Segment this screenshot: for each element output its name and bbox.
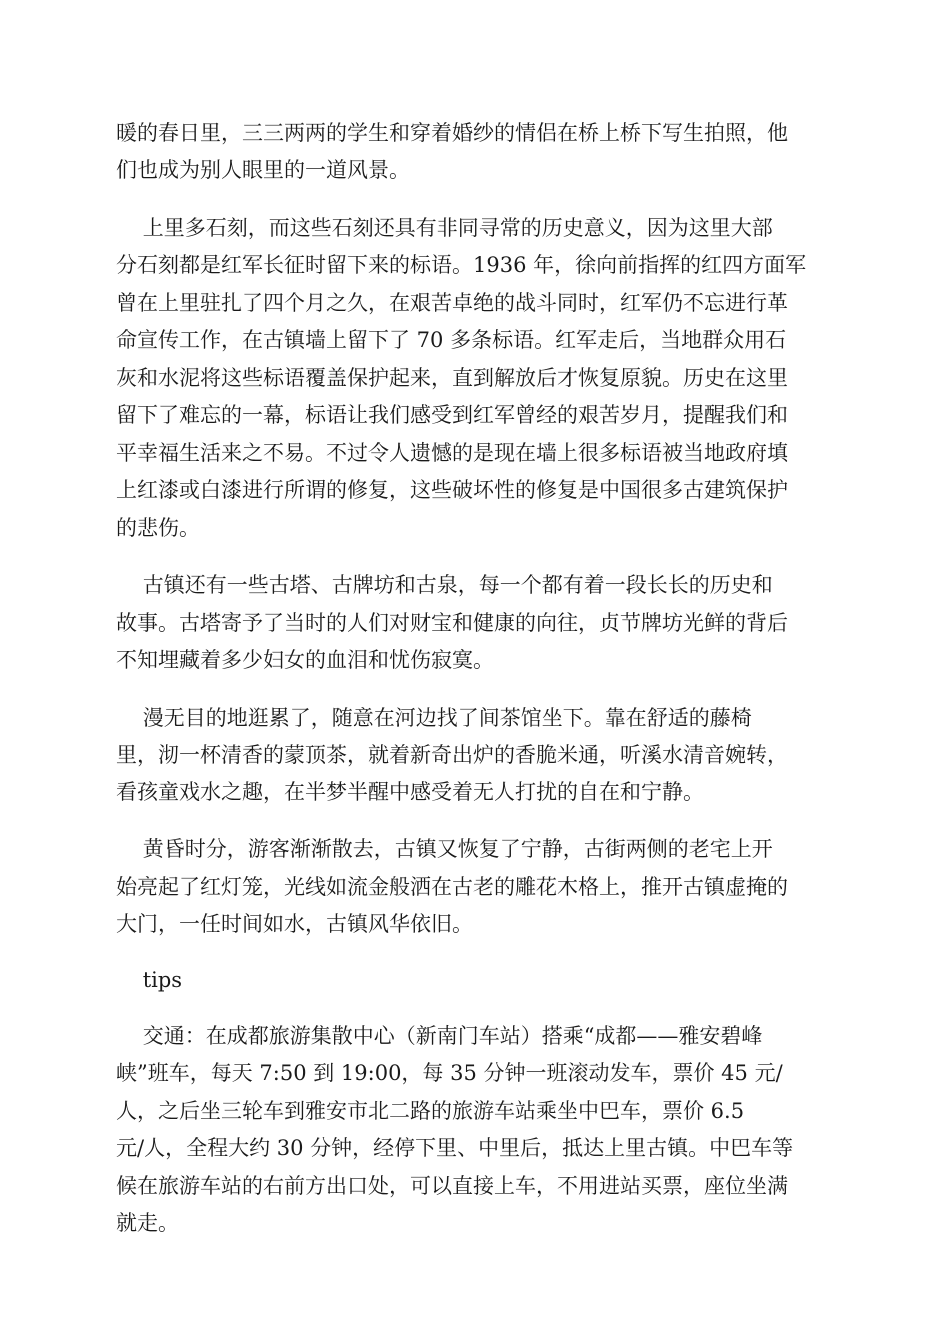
text-line: 元/人，全程大约 30 分钟，经停下里、中里后，抵达上里古镇。中巴车等 [116, 1136, 794, 1160]
text-line: 平幸福生活来之不易。不过令人遗憾的是现在墙上很多标语被当地政府填 [116, 441, 788, 465]
text-line: 就走。 [116, 1211, 179, 1235]
text-line: 不知埋藏着多少妇女的血泪和忧伤寂寞。 [116, 648, 494, 672]
tips-heading: tips [116, 968, 183, 992]
text-line: 灰和水泥将这些标语覆盖保护起来，直到解放后才恢复原貌。历史在这里 [116, 366, 788, 390]
text-line: 上里多石刻，而这些石刻还具有非同寻常的历史意义，因为这里大部 [116, 216, 773, 240]
text-line: 交通：在成都旅游集散中心（新南门车站）搭乘“成都——雅安碧峰 [116, 1024, 763, 1048]
text-line: 们也成为别人眼里的一道风景。 [116, 158, 410, 182]
text-line: 曾在上里驻扎了四个月之久，在艰苦卓绝的战斗同时，红军仍不忘进行革 [116, 291, 788, 315]
text-line: 上红漆或白漆进行所谓的修复，这些破坏性的修复是中国很多古建筑保护 [116, 478, 788, 502]
text-line: 漫无目的地逛累了，随意在河边找了间茶馆坐下。靠在舒适的藤椅 [116, 706, 752, 730]
text-line: 始亮起了红灯笼，光线如流金般洒在古老的雕花木格上，推开古镇虚掩的 [116, 875, 788, 899]
text-line: 人，之后坐三轮车到雅安市北二路的旅游车站乘坐中巴车，票价 6.5 [116, 1099, 745, 1123]
document-page [116, 0, 836, 1344]
text-line: 大门，一任时间如水，古镇风华依旧。 [116, 912, 473, 936]
text-line: 古镇还有一些古塔、古牌坊和古泉，每一个都有着一段长长的历史和 [116, 573, 773, 597]
text-line: 留下了难忘的一幕，标语让我们感受到红军曾经的艰苦岁月，提醒我们和 [116, 403, 788, 427]
text-line: 黄昏时分，游客渐渐散去，古镇又恢复了宁静，古街两侧的老宅上开 [116, 837, 773, 861]
text-line: 故事。古塔寄予了当时的人们对财宝和健康的向往，贞节牌坊光鲜的背后 [116, 611, 788, 635]
text-line: 峡”班车，每天 7:50 到 19:00，每 35 分钟一班滚动发车，票价 45 元/ [116, 1061, 783, 1085]
text-line: 里，沏一杯清香的蒙顶茶，就着新奇出炉的香脆米通，听溪水清音婉转， [116, 743, 788, 767]
text-line: 的悲伤。 [116, 516, 200, 540]
text-line: 命宣传工作，在古镇墙上留下了 70 多条标语。红军走后，当地群众用石 [116, 328, 787, 352]
text-line: 候在旅游车站的右前方出口处，可以直接上车，不用进站买票，座位坐满 [116, 1174, 788, 1198]
text-line: 暖的春日里，三三两两的学生和穿着婚纱的情侣在桥上桥下写生拍照，他 [116, 121, 788, 145]
text-line: 分石刻都是红军长征时留下来的标语。1936 年，徐向前指挥的红四方面军 [116, 253, 807, 277]
text-line: 看孩童戏水之趣，在半梦半醒中感受着无人打扰的自在和宁静。 [116, 780, 704, 804]
